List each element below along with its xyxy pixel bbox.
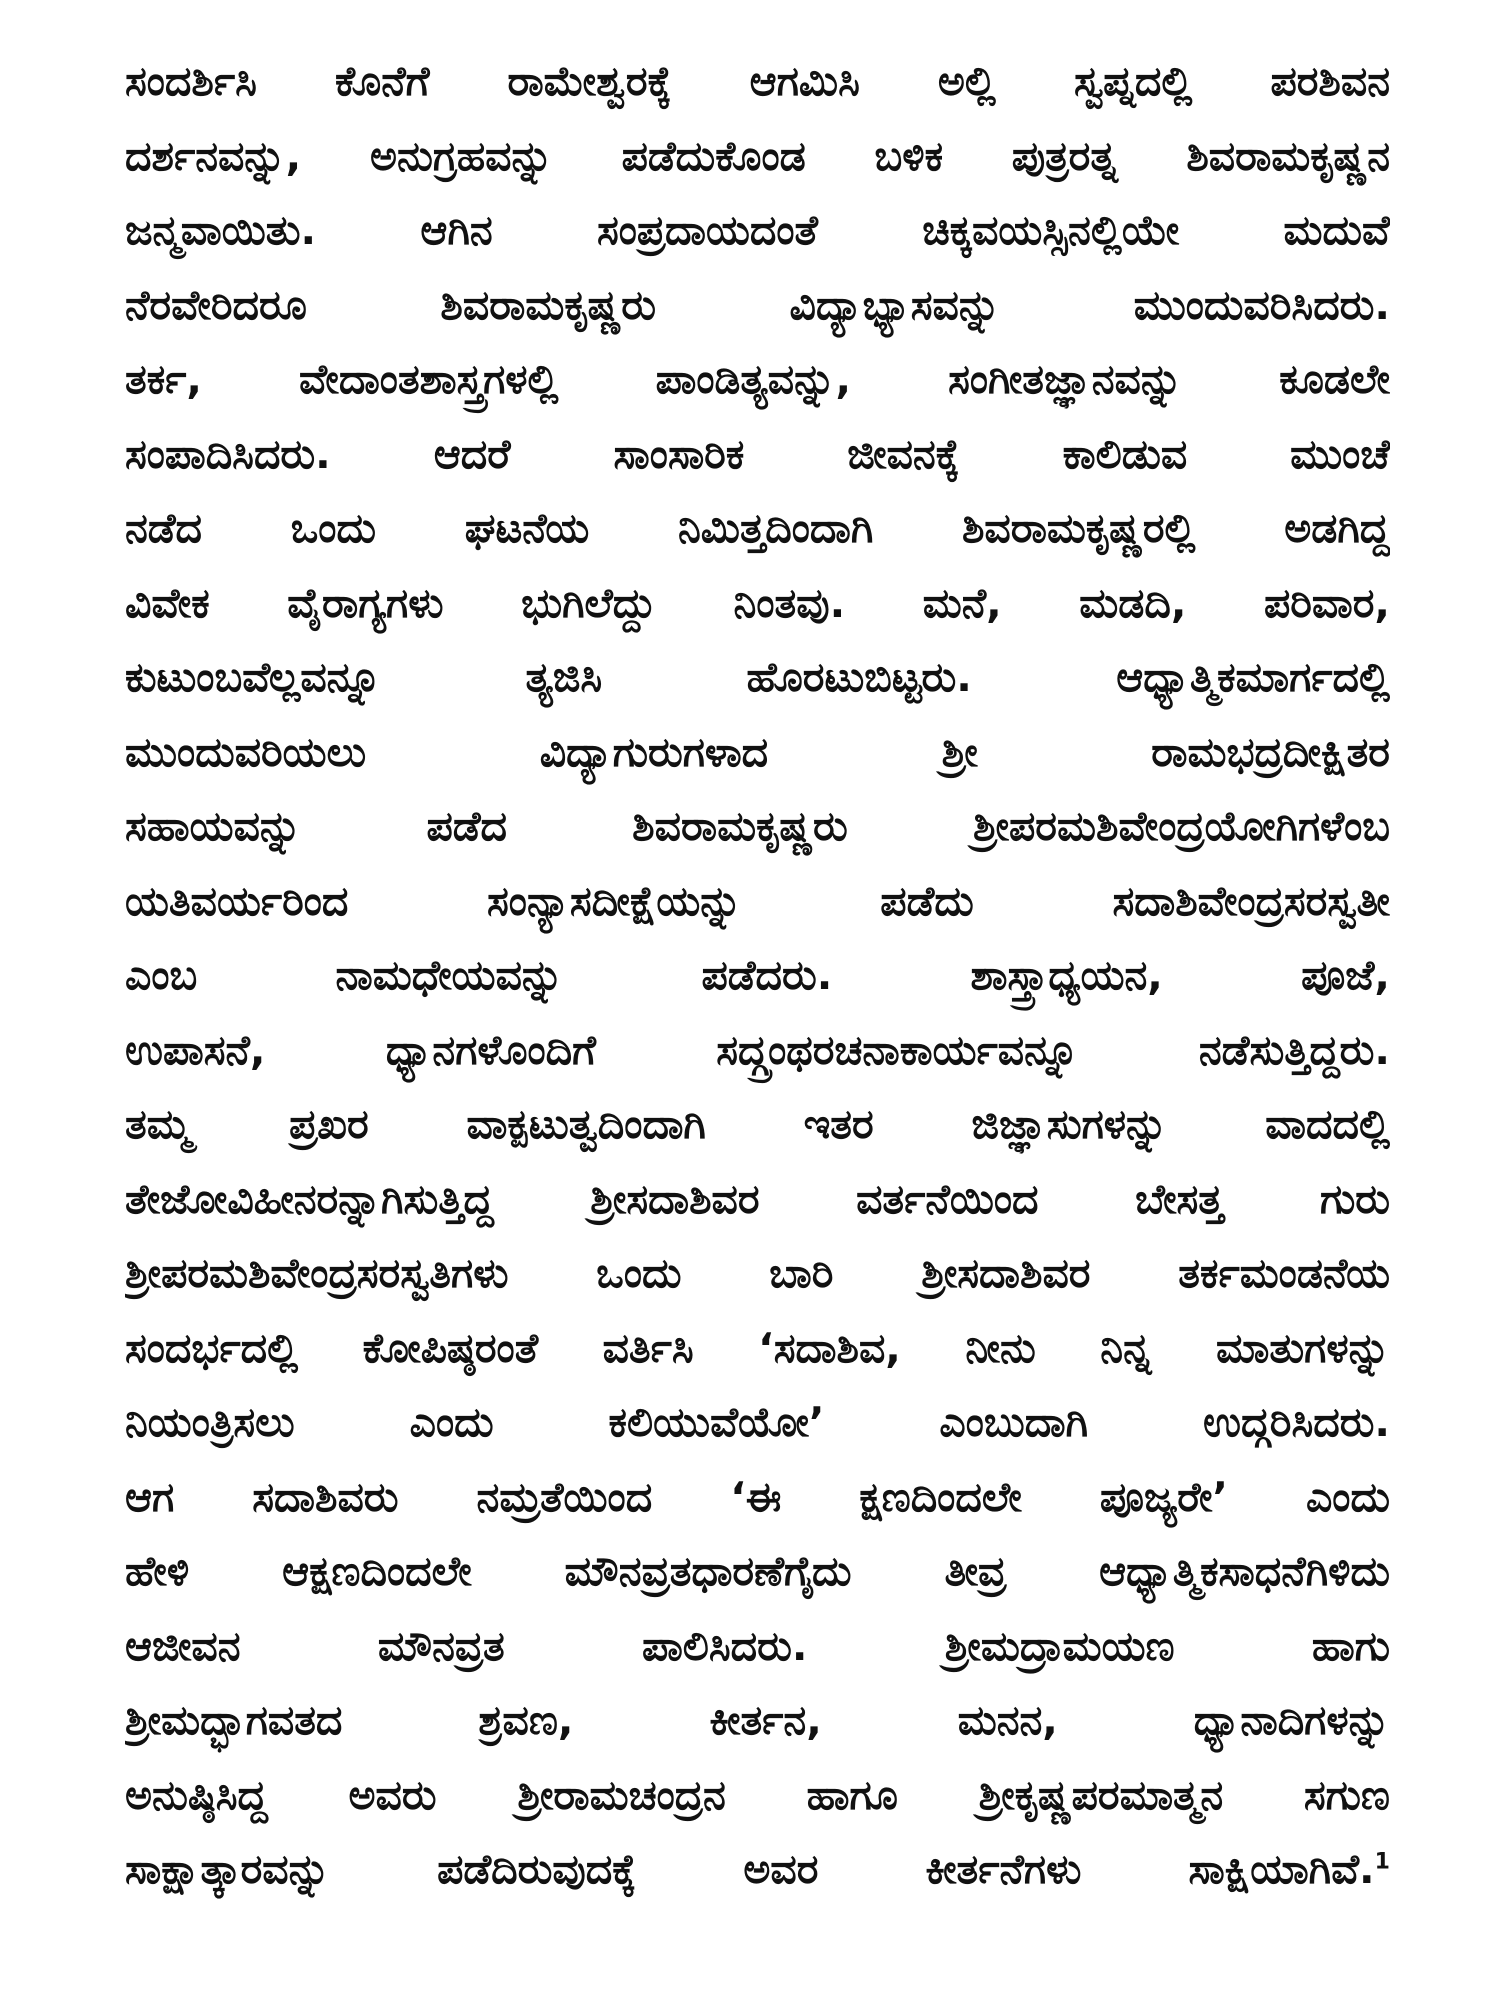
text-line-16: ತೇಜೋವಿಹೀನರನ್ನಾಗಿಸುತ್ತಿದ್ದ ಶ್ರೀಸದಾಶಿವರ ವರ್ತನೆಯಿಂದ ಬೇಸತ್ತ ಗುರು: [125, 1174, 1390, 1223]
text-line-10: ಮುಂದುವರಿಯಲು ವಿದ್ಯಾಗುರುಗಳಾದ ಶ್ರೀ ರಾಮಭದ್ರದೀಕ್ಷಿತರ: [125, 727, 1390, 776]
text-line-19: ನಿಯಂತ್ರಿಸಲು ಎಂದು ಕಲಿಯುವೆಯೋ’ ಎಂಬುದಾಗಿ ಉದ್ಗರಿಸಿದರು.: [125, 1398, 1390, 1446]
text-line-17: ಶ್ರೀಪರಮಶಿವೇಂದ್ರಸರಸ್ವತಿಗಳು ಒಂದು ಬಾರಿ ಶ್ರೀಸದಾಶಿವರ ತರ್ಕಮಂಡನೆಯ: [125, 1249, 1390, 1297]
text-line-11: ಸಹಾಯವನ್ನು ಪಡೆದ ಶಿವರಾಮಕೃಷ್ಣರು ಶ್ರೀಪರಮಶಿವೇಂದ್ರಯೋಗಿಗಳೆಂಬ: [125, 802, 1390, 850]
last-line-word-3: ಅವರ: [743, 1845, 819, 1893]
text-line-15: ತಮ್ಮ ಪ್ರಖರ ವಾಕ್ಪಟುತ್ವದಿಂದಾಗಿ ಇತರ ಜಿಜ್ಞಾಸುಗಳನ್ನು ವಾದದಲ್ಲಿ: [125, 1100, 1390, 1148]
footnote-marker: 1: [1374, 1849, 1390, 1875]
last-line-word-2: ಪಡೆದಿರುವುದಕ್ಕೆ: [437, 1845, 637, 1893]
text-line-13: ಎಂಬ ನಾಮಧೇಯವನ್ನು ಪಡೆದರು. ಶಾಸ್ತ್ರಾಧ್ಯಯನ, ಪೂಜೆ,: [125, 951, 1390, 999]
document-page: [125, 44, 1390, 1907]
text-line-21: ಹೇಳಿ ಆಕ್ಷಣದಿಂದಲೇ ಮೌನವ್ರತಧಾರಣೆಗೈದು ತೀವ್ರ ಆಧ್ಯಾತ್ಮಿಕಸಾಧನೆಗಿಳಿದು: [125, 1547, 1390, 1595]
text-line-4: ನೆರವೇರಿದರೂ ಶಿವರಾಮಕೃಷ್ಣರು ವಿದ್ಯಾಭ್ಯಾಸವನ್ನು ಮುಂದುವರಿಸಿದರು.: [125, 280, 1390, 329]
text-line-12: ಯತಿವರ್ಯರಿಂದ ಸಂನ್ಯಾಸದೀಕ್ಷೆಯನ್ನು ಪಡೆದು ಸದಾಶಿವೇಂದ್ರಸರಸ್ವತೀ: [125, 876, 1390, 925]
text-line-24: ಅನುಷ್ಠಿಸಿದ್ದ ಅವರು ಶ್ರೀರಾಮಚಂದ್ರನ ಹಾಗೂ ಶ್ರೀಕೃಷ್ಣಪರಮಾತ್ಮನ ಸಗುಣ: [125, 1770, 1390, 1819]
text-line-25: [125, 1832, 1390, 1907]
text-line-2: ದರ್ಶನವನ್ನು, ಅನುಗ್ರಹವನ್ನು ಪಡೆದುಕೊಂಡ ಬಳಿಕ ಪುತ್ರರತ್ನ ಶಿವರಾಮಕೃಷ್ಣನ: [125, 131, 1390, 180]
last-line-word-1: ಸಾಕ್ಷಾತ್ಕಾರವನ್ನು: [125, 1845, 330, 1893]
last-line-word-5: [1189, 1832, 1390, 1907]
last-line-word-5-text: ಸಾಕ್ಷಿಯಾಗಿವೆ.: [1188, 1845, 1375, 1893]
last-line-word-4: ಕೀರ್ತನೆಗಳು: [925, 1845, 1082, 1893]
text-line-8: ವಿವೇಕ ವೈರಾಗ್ಯಗಳು ಭುಗಿಲೆದ್ದು ನಿಂತವು. ಮನೆ, ಮಡದಿ, ಪರಿವಾರ,: [125, 578, 1390, 627]
text-line-22: ಆಜೀವನ ಮೌನವ್ರತ ಪಾಲಿಸಿದರು. ಶ್ರೀಮದ್ರಾಮಯಣ ಹಾಗು: [125, 1621, 1390, 1670]
text-line-9: ಕುಟುಂಬವೆಲ್ಲವನ್ನೂ ತ್ಯಜಿಸಿ ಹೊರಟುಬಿಟ್ಟರು. ಆಧ್ಯಾತ್ಮಿಕಮಾರ್ಗದಲ್ಲಿ: [125, 653, 1390, 701]
text-line-1: ಸಂದರ್ಶಿಸಿ ಕೊನೆಗೆ ರಾಮೇಶ್ವರಕ್ಕೆ ಆಗಮಿಸಿ ಅಲ್ಲಿ ಸ್ವಪ್ನದಲ್ಲಿ ಪರಶಿವನ: [125, 57, 1390, 105]
text-line-7: ನಡೆದ ಒಂದು ಘಟನೆಯ ನಿಮಿತ್ತದಿಂದಾಗಿ ಶಿವರಾಮಕೃಷ್ಣರಲ್ಲಿ ಅಡಗಿದ್ದ: [125, 504, 1390, 552]
text-line-6: ಸಂಪಾದಿಸಿದರು. ಆದರೆ ಸಾಂಸಾರಿಕ ಜೀವನಕ್ಕೆ ಕಾಲಿಡುವ ಮುಂಚೆ: [125, 429, 1390, 478]
text-line-5: ತರ್ಕ, ವೇದಾಂತಶಾಸ್ತ್ರಗಳಲ್ಲಿ ಪಾಂಡಿತ್ಯವನ್ನು, ಸಂಗೀತಜ್ಞಾನವನ್ನು ಕೂಡಲೇ: [125, 355, 1390, 403]
text-line-23: ಶ್ರೀಮದ್ಭಾಗವತದ ಶ್ರವಣ, ಕೀರ್ತನ, ಮನನ, ಧ್ಯಾನಾದಿಗಳನ್ನು: [125, 1696, 1390, 1744]
text-line-14: ಉಪಾಸನೆ, ಧ್ಯಾನಗಳೊಂದಿಗೆ ಸದ್ಗ್ರಂಥರಚನಾಕಾರ್ಯವನ್ನೂ ನಡೆಸುತ್ತಿದ್ದರು.: [125, 1025, 1390, 1074]
text-line-18: ಸಂದರ್ಭದಲ್ಲಿ ಕೋಪಿಷ್ಠರಂತೆ ವರ್ತಿಸಿ ‘ಸದಾಶಿವ, ನೀನು ನಿನ್ನ ಮಾತುಗಳನ್ನು: [125, 1323, 1390, 1372]
text-line-20: ಆಗ ಸದಾಶಿವರು ನಮ್ರತೆಯಿಂದ ‘ಈ ಕ್ಷಣದಿಂದಲೇ ಪೂಜ್ಯರೇ’ ಎಂದು: [125, 1472, 1390, 1521]
text-line-3: ಜನ್ಮವಾಯಿತು. ಆಗಿನ ಸಂಪ್ರದಾಯದಂತೆ ಚಿಕ್ಕವಯಸ್ಸಿನಲ್ಲಿಯೇ ಮದುವೆ: [125, 206, 1390, 254]
